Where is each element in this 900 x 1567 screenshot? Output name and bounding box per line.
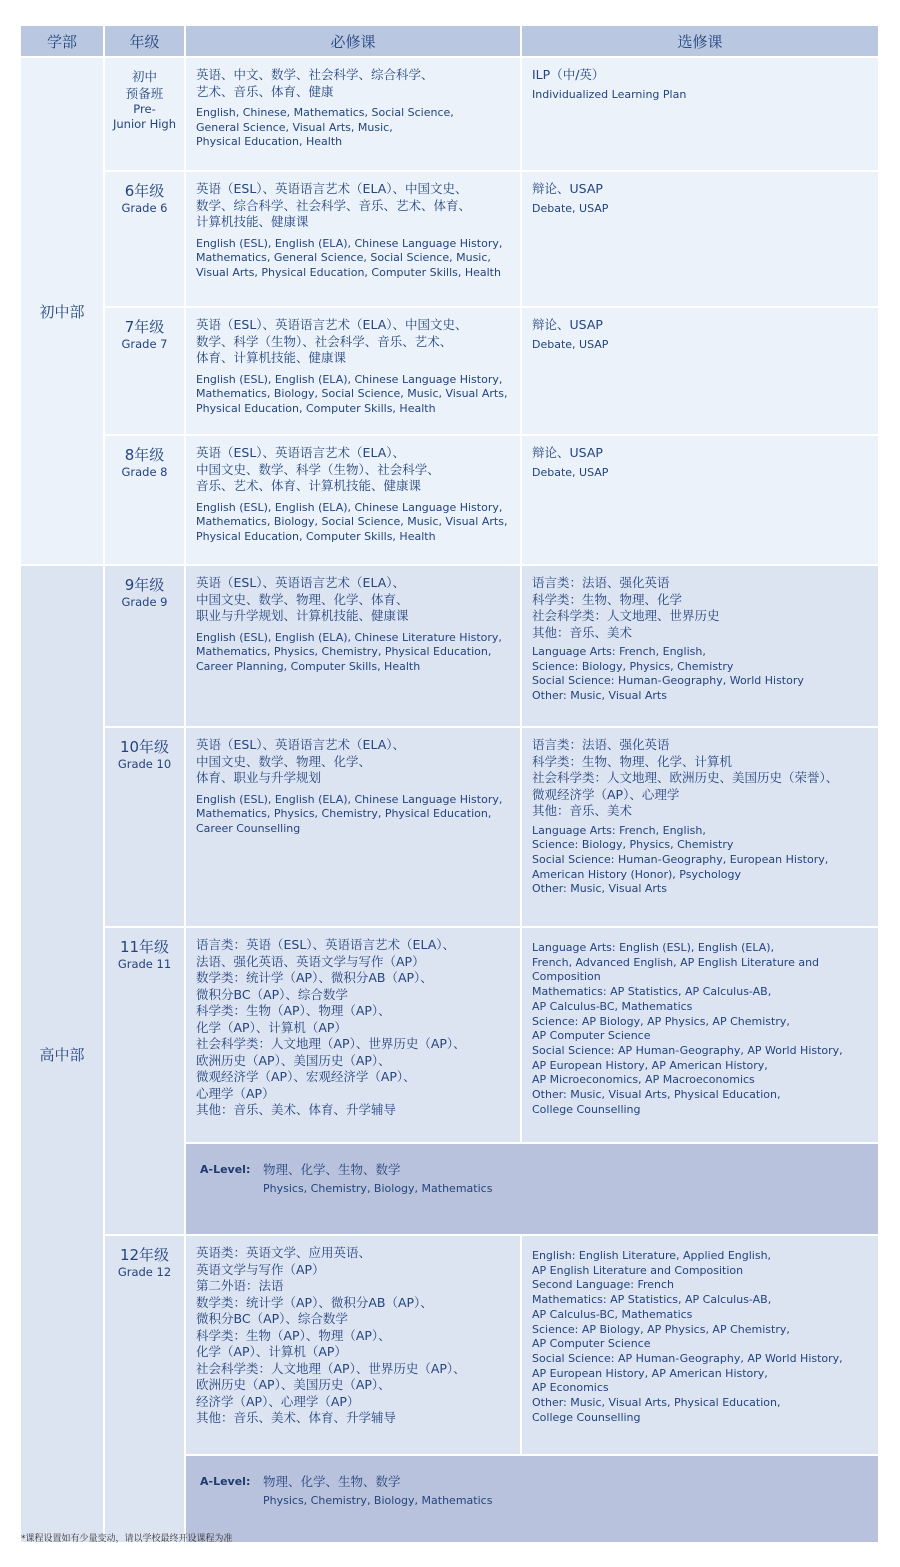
grade-zh: 7年级 bbox=[124, 318, 165, 336]
grade-en: Grade 8 bbox=[121, 465, 168, 479]
grade-en: Grade 11 bbox=[117, 957, 172, 971]
elective-en: Individualized Learning Plan bbox=[532, 87, 687, 101]
elective-cell bbox=[522, 308, 878, 434]
required-zh: 英语（ESL）、英语语言艺术（ELA）、 中国文史、数学、科学（生物）、社会科学、 音乐、艺术、体育、计算机技能、健康课 bbox=[196, 445, 440, 493]
alevel-band bbox=[186, 1456, 878, 1542]
elective-zh: 辩论、USAP bbox=[532, 317, 603, 332]
elective-cell bbox=[522, 436, 878, 564]
elective-en: Language Arts: French, English, Science: Biology, Physics, Chemistry Social Science: Human-Geography, World History Other: Music, Visual Arts bbox=[532, 645, 804, 703]
header-grade: 年级 bbox=[105, 26, 184, 56]
grade-zh: 初中 预备班 bbox=[125, 69, 164, 101]
elective-cell bbox=[522, 172, 878, 306]
required-zh: 语言类：英语（ESL）、英语语言艺术（ELA）、 法语、强化英语、英语文学与写作（AP） 数学类：统计学（AP）、微积分AB（AP）、 微积分BC（AP）、综合数学 科学类：生物（AP）、物理（AP）、 化学（AP）、计算机（AP） 社会科学类：人文地理（AP）、世界历史（AP）、 欧洲历史（AP）、美国历史（AP）、 微观经济学（AP）、宏观经济学（AP）、 心理学（AP） 其他：音乐、美术、体育、升学辅导 bbox=[196, 937, 466, 1117]
elective-zh: ILP（中/英） bbox=[532, 67, 605, 82]
elective-cell bbox=[522, 566, 878, 726]
required-zh: 英语（ESL）、英语语言艺术（ELA）、中国文史、 数学、综合科学、社会科学、音乐、艺术、体育、 计算机技能、健康课 bbox=[196, 181, 472, 229]
grade-en: Grade 6 bbox=[121, 201, 168, 215]
alevel-label: A-Level: bbox=[200, 1475, 251, 1488]
elective-cell bbox=[522, 728, 878, 926]
grade-en: Pre- Junior High bbox=[112, 102, 176, 131]
grade-cell bbox=[105, 928, 184, 1234]
elective-zh: 语言类：法语、强化英语 科学类：生物、物理、化学、计算机 社会科学类：人文地理、欧洲历史、美国历史（荣誉）、 微观经济学（AP）、心理学 其他：音乐、美术 bbox=[532, 737, 839, 818]
alevel-zh: 物理、化学、生物、数学 bbox=[263, 1474, 401, 1489]
elective-en: Debate, USAP bbox=[532, 201, 609, 215]
elective-en: Debate, USAP bbox=[532, 465, 609, 479]
required-zh: 英语（ESL）、英语语言艺术（ELA）、中国文史、 数学、科学（生物）、社会科学、音乐、艺术、 体育、计算机技能、健康课 bbox=[196, 317, 468, 365]
grade-cell bbox=[105, 58, 184, 170]
elective-cell bbox=[522, 928, 878, 1142]
grade-zh: 6年级 bbox=[124, 182, 165, 200]
elective-zh: 辩论、USAP bbox=[532, 445, 603, 460]
required-cell bbox=[186, 436, 520, 564]
curriculum-table bbox=[21, 26, 874, 1524]
elective-en: Language Arts: English (ESL), English (ELA), French, Advanced English, AP English Literature and Composition Mathematics: AP Statistics, AP Calculus-AB, AP Calculus-BC, Mathematics Science: AP Biology, AP Physics, AP Chemistry, AP Computer Science Social Science: AP Human-Geography, AP World History, AP European History, AP American History, AP Microeconomics, AP Macroeconomics Other: Music, Visual Arts, Physical Education, College Counselling bbox=[532, 941, 843, 1116]
grade-zh: 9年级 bbox=[124, 576, 165, 594]
required-en: English (ESL), English (ELA), Chinese Language History, Mathematics, General Science, Social Science, Music, Visual Arts, Physical Education, Computer Skills, Health bbox=[196, 236, 503, 279]
required-zh: 英语类：英语文学、应用英语、 英语文学与写作（AP） 第二外语：法语 数学类：统计学（AP）、微积分AB（AP）、 微积分BC（AP）、综合数学 科学类：生物（AP）、物理（AP）、 化学（AP）、计算机（AP） 社会科学类：人文地理（AP）、世界历史（AP）、 欧洲历史（AP）、美国历史（AP）、 经济学（AP）、心理学（AP） 其他：音乐、美术、体育、升学辅导 bbox=[196, 1245, 466, 1425]
grade-zh: 10年级 bbox=[119, 738, 170, 756]
grade-cell bbox=[105, 728, 184, 926]
grade-en: Grade 12 bbox=[117, 1265, 172, 1279]
required-cell bbox=[186, 566, 520, 726]
grade-cell bbox=[105, 1236, 184, 1542]
grade-en: Grade 10 bbox=[117, 757, 172, 771]
dept-junior: 初中部 bbox=[21, 58, 103, 564]
required-cell bbox=[186, 1236, 520, 1454]
grade-cell bbox=[105, 172, 184, 306]
required-zh: 英语（ESL）、英语语言艺术（ELA）、 中国文史、数学、物理、化学、体育、 职业与升学规划、计算机技能、健康课 bbox=[196, 575, 409, 623]
grade-cell bbox=[105, 566, 184, 726]
elective-cell bbox=[522, 1236, 878, 1454]
elective-en: Language Arts: French, English, Science: Biology, Physics, Chemistry Social Science: Human-Geography, European History, American History (Honor), Psychology Other: Music, Visual Arts bbox=[532, 823, 829, 896]
elective-en: English: English Literature, Applied English, AP English Literature and Composition Second Language: French Mathematics: AP Statistics, AP Calculus-AB, AP Calculus-BC, Mathematics Science: AP Biology, AP Physics, AP Chemistry, AP Computer Science Social Science: AP Human-Geography, AP World History, AP European History, AP American History, AP Economics Other: Music, Visual Arts, Physical Education, College Counselling bbox=[532, 1249, 843, 1424]
grade-cell bbox=[105, 436, 184, 564]
elective-en: Debate, USAP bbox=[532, 337, 609, 351]
footnote: *课程设置如有少量变动，请以学校最终开设课程为准 bbox=[21, 1534, 233, 1544]
grade-zh: 11年级 bbox=[119, 938, 170, 956]
alevel-en: Physics, Chemistry, Biology, Mathematics bbox=[263, 1493, 493, 1507]
alevel-band bbox=[186, 1144, 878, 1234]
required-en: English (ESL), English (ELA), Chinese Literature History, Mathematics, Physics, Chemistry, Physical Education, Career Planning, Computer Skills, Health bbox=[196, 630, 502, 673]
grade-en: Grade 7 bbox=[121, 337, 168, 351]
elective-cell bbox=[522, 58, 878, 170]
alevel-en: Physics, Chemistry, Biology, Mathematics bbox=[263, 1181, 493, 1195]
elective-zh: 辩论、USAP bbox=[532, 181, 603, 196]
elective-zh: 语言类：法语、强化英语 科学类：生物、物理、化学 社会科学类：人文地理、世界历史 其他：音乐、美术 bbox=[532, 575, 720, 640]
required-cell bbox=[186, 728, 520, 926]
required-zh: 英语、中文、数学、社会科学、综合科学、 艺术、音乐、体育、健康 bbox=[196, 67, 434, 99]
alevel-label: A-Level: bbox=[200, 1163, 251, 1176]
required-cell bbox=[186, 928, 520, 1142]
required-en: English (ESL), English (ELA), Chinese Language History, Mathematics, Physics, Chemistry, Physical Education, Career Counselling bbox=[196, 792, 503, 835]
header-dept: 学部 bbox=[21, 26, 103, 56]
required-en: English (ESL), English (ELA), Chinese Language History, Mathematics, Biology, Social Science, Music, Visual Arts, Physical Education, Computer Skills, Health bbox=[196, 372, 508, 415]
required-en: English (ESL), English (ELA), Chinese Language History, Mathematics, Biology, Social Science, Music, Visual Arts, Physical Education, Computer Skills, Health bbox=[196, 500, 508, 543]
required-cell bbox=[186, 172, 520, 306]
required-cell bbox=[186, 308, 520, 434]
header-elective: 选修课 bbox=[522, 26, 878, 56]
header-required: 必修课 bbox=[186, 26, 520, 56]
grade-cell bbox=[105, 308, 184, 434]
grade-zh: 12年级 bbox=[119, 1246, 170, 1264]
required-zh: 英语（ESL）、英语语言艺术（ELA）、 中国文史、数学、物理、化学、 体育、职业与升学规划 bbox=[196, 737, 405, 785]
dept-senior: 高中部 bbox=[21, 566, 103, 1542]
required-en: English, Chinese, Mathematics, Social Science, General Science, Visual Arts, Music, Physical Education, Health bbox=[196, 106, 454, 149]
required-cell bbox=[186, 58, 520, 170]
alevel-zh: 物理、化学、生物、数学 bbox=[263, 1162, 401, 1177]
grade-en: Grade 9 bbox=[121, 595, 168, 609]
grade-zh: 8年级 bbox=[124, 446, 165, 464]
